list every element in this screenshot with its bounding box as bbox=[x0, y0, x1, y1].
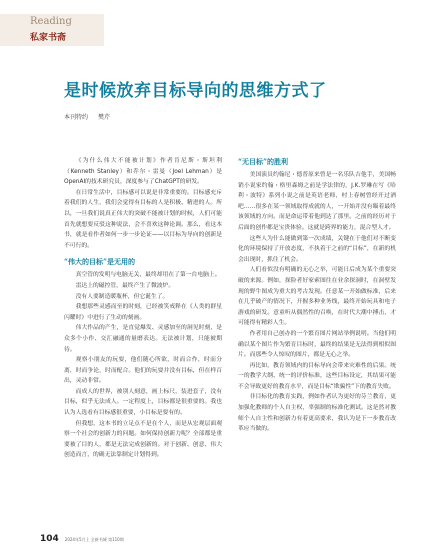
byline-author: 樊芹 bbox=[97, 114, 110, 121]
paragraph: 伟大作品的产生，是直觉爆发、灵感加至的洞见时刻，是众多个小作、交汇融通的量磨表达。无法被计划，只能被期待。 bbox=[64, 325, 222, 353]
paragraph: 《为什么伟大不能被计划》作者肯尼斯・斯坦利（Kenneth Stanley）和乔尔・雷曼（Joel Lehman）是OpenAI的技术研究员，深度参与了ChatGPT的研发。 bbox=[64, 158, 222, 186]
page-footer bbox=[40, 530, 124, 544]
paragraph: 没有人要制造暖瓶杯，但它诞生了。 bbox=[75, 293, 169, 300]
paragraph: 但我想，这本书的立足点不是在个人，而是从宏观层面观察一个社会的创新力的问题。如何保持创新力呢？全部都是重要被了目的人，都是无法完成创新的。对于创新、创意、伟大创造而言，的确无法靠制定计划得到。 bbox=[64, 420, 222, 459]
page-number: 104 bbox=[40, 534, 59, 544]
article-title: 是时候放弃目标导向的思维方式了 bbox=[64, 81, 327, 101]
paragraph: 雷达上的磁控管，最终产生了微波炉。 bbox=[75, 282, 175, 289]
section-tag bbox=[0, 14, 104, 46]
paragraph: 真空管的发明与电脑无关，最终却用在了第一台电脑上。 bbox=[75, 272, 221, 279]
subheading: “无目标”的胜利 bbox=[238, 157, 289, 166]
paragraph: 在日常生活中，目标感可以说是非常重要的。目标感充斥着我们的人生，我们会觉得有目标的人是积极、精进的人。所以，一旦我们说真正伟大的突破不能被计划的时候，人们可能首先就想要反驳这种说法，会不喜欢这种论调。那么，看这本书，就是看作者如何一步一步论证——以目标为导向的创新是不可行的。 bbox=[64, 189, 222, 249]
paragraph: 这些人为什么能做到第一次成绩，关键在于他们对不断变化的环境保持了开放态度，不执着于之前的“目标”，在新的机会出现时，抓住了机会。 bbox=[238, 235, 396, 263]
paragraph: 我想那些灵感而至的时刻，已经被笑戒释在《人类的群星闪耀时》中进行了生动的刻画。 bbox=[64, 304, 222, 321]
paragraph: 作者用自己创办的一个繁育图片网站举例说明。当他们明确以某个图片作为繁育目标时，最终的结果是无法得到相似图片。而那些令人惊叹的图片，都是无心之举。 bbox=[238, 330, 396, 359]
article-column-left bbox=[64, 156, 222, 461]
footer-info: 2024年5月上 全新书城 第110期 bbox=[64, 537, 124, 542]
paragraph: 再比如，教育领域内的目标导向会带来灾难性的后果。统一的教学大纲、统一的评价标准，这些目标设定，其结果可能不会导致更好的教育水平，而是目标“欺骗性”下的教育失败。 bbox=[238, 362, 396, 390]
paragraph: 非目标化的教育实践，例如作者认为更好的芬兰教育，更加强化教师的个人自主权，辜强制的标准化测试。这是然对教师个人自主性和创新力有着更高要求，我认为是下一步教育改革应当做的。 bbox=[238, 394, 396, 433]
paragraph: 人们看似没有明确的无心之举，可能日后成为某个重要突破的来源。例如，探险者好家索图往在业余探洞时，在洞壁发现的野牛图成为重大的考古发现。任意某一开始做标准，后来在几乎破产的情况下，开握多种业务线，最终开始玩具和电子游戏的研发。意童听从偶然性的召唤，在时代大潮中搏击，才可能得有精彩人生。 bbox=[238, 267, 396, 327]
byline-source: 本刊特约 bbox=[64, 114, 89, 121]
subheading: “伟大的目标”是无用的 bbox=[64, 257, 136, 267]
paragraph: 美国演员约翰尼・德普原来曾是一名乐队吉他手，美国畅销小说家约翰・格里森姆之前是学法律的，J.K.罗琳在写《哈利・波特》系列小说之前是英语老师，村上春树曾经开过酒吧……很多在某一领域取得成就的人，一开始并没有瞄着最终该领域的方向。而是命运带着他到达了那里。之前的经历对于后面的创作都是宝贵体验。这就是跨界的能力，混合型人才。 bbox=[238, 172, 396, 231]
section-tag-cn: 私家书斋 bbox=[30, 33, 67, 43]
section-tag-en: Reading bbox=[30, 16, 72, 27]
paragraph: 观察小朋友的玩耍，他们随心所欲，时而合作，时而分离，时而争论，时而配合。他们的玩耍并没有目标，但在样百出，灵动非常。 bbox=[64, 357, 222, 385]
byline bbox=[64, 112, 118, 121]
paragraph: 而成人的世界，被别人刻意，画上标尺，装进套子，没有目标，似乎无法成人。一定程度上，目标都是很重要的。我也认为人选看有目标感很重要，小目标是要有的。 bbox=[64, 388, 222, 417]
article-column-right bbox=[238, 156, 396, 435]
